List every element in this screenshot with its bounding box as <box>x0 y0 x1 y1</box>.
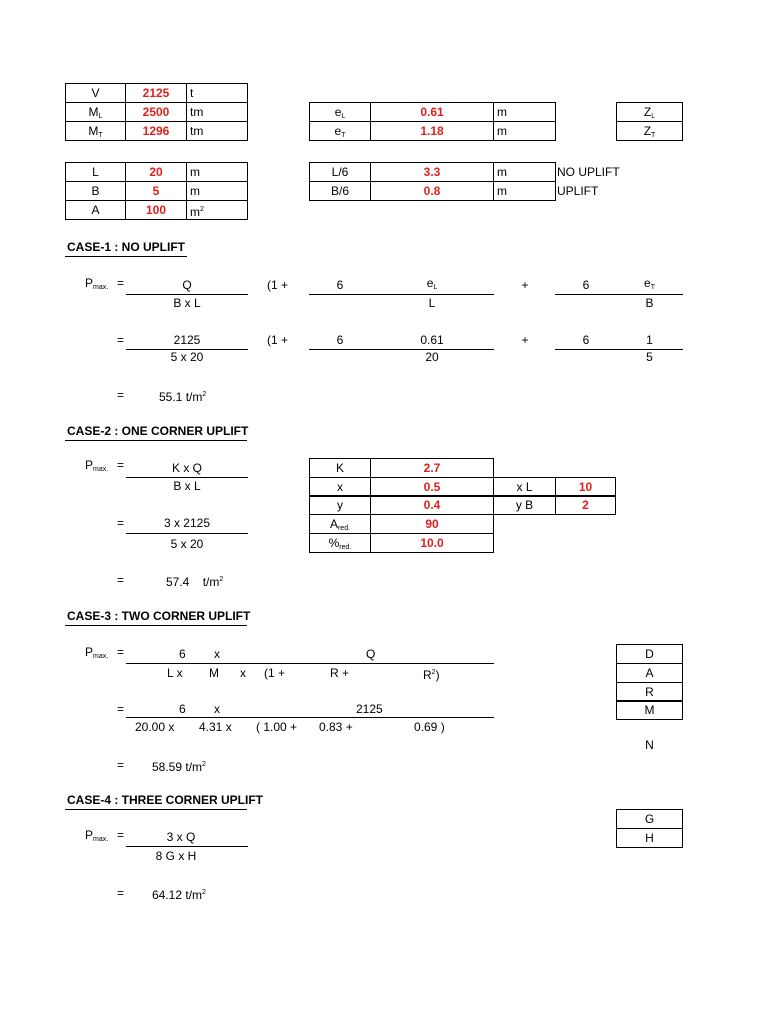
kern-value[interactable]: 0.8 <box>370 181 494 201</box>
factor-value[interactable]: 2.7 <box>370 458 494 478</box>
case-2-result: 57.4 $t/m^2$ <box>166 575 224 589</box>
denominator-term: 20.00 x <box>135 720 175 734</box>
factor-label: y <box>309 495 371 515</box>
equals-sign: = <box>117 333 125 347</box>
factor-value[interactable]: 10.0 <box>370 533 494 553</box>
paren-open: (1 + <box>267 333 289 347</box>
ecc-unit: m <box>493 102 556 122</box>
p-max-label: $P_{max.}$ <box>85 828 109 843</box>
factor-label: x <box>309 477 371 497</box>
param-cell-h: H <box>616 828 683 848</box>
load-value[interactable]: 1296 <box>125 121 187 141</box>
fraction-bar <box>126 846 248 847</box>
plus-sign: + <box>521 333 529 347</box>
equals-sign: = <box>117 516 125 530</box>
numerator: Q <box>182 278 192 292</box>
fraction-bar <box>126 477 248 478</box>
factor-label: K <box>309 458 371 478</box>
coef-six: 6 <box>582 333 590 347</box>
factor-value[interactable]: 0.4 <box>370 495 494 515</box>
side-value[interactable]: 10 <box>555 477 616 497</box>
z-label: $Z_T$ <box>616 121 683 141</box>
numerator: 2125 <box>173 333 201 347</box>
kern-unit: m <box>493 181 556 201</box>
dim-value[interactable]: 20 <box>125 162 187 182</box>
case-3-result: 58.59 $t/m^2$ <box>152 760 206 774</box>
ecc-label: $e_L$ <box>309 102 371 122</box>
heading-underline <box>65 256 187 257</box>
plus-sign: + <box>521 278 529 292</box>
dim-unit: $m^2$ <box>186 200 248 220</box>
heading-underline <box>65 440 247 441</box>
p-max-label: $P_{max.}$ <box>85 458 109 473</box>
numerator-q: 2125 <box>356 702 383 716</box>
numerator: 0.61 <box>420 333 444 347</box>
denominator: B <box>645 296 654 310</box>
load-value[interactable]: 2500 <box>125 102 187 122</box>
denominator: L <box>428 296 436 310</box>
coef-six: 6 <box>336 333 344 347</box>
denominator-m: M <box>209 666 219 680</box>
denominator: 5 x 20 <box>170 350 204 364</box>
ecc-label: $e_T$ <box>309 121 371 141</box>
uplift-note: UPLIFT <box>557 184 599 198</box>
equals-sign: = <box>117 886 125 900</box>
coef-six: 6 <box>582 278 590 292</box>
kern-label: B/6 <box>309 181 371 201</box>
param-cell-a: A <box>616 663 683 683</box>
heading-underline <box>65 809 247 810</box>
ecc-unit: m <box>493 121 556 141</box>
param-cell-r: R <box>616 682 683 702</box>
case-3-heading: CASE-3 : TWO CORNER UPLIFT <box>67 609 251 623</box>
load-label: $M_T$ <box>65 121 126 141</box>
kern-unit: m <box>493 162 556 182</box>
denominator-term: 0.69 ) <box>414 720 445 734</box>
dim-label: L <box>65 162 126 182</box>
kern-value[interactable]: 3.3 <box>370 162 494 182</box>
dim-label: B <box>65 181 126 201</box>
denominator-l: L x <box>167 666 183 680</box>
load-label: V <box>65 83 126 103</box>
dim-unit: m <box>186 162 248 182</box>
numerator-six: 6 <box>179 647 186 661</box>
paren-open: (1 + <box>264 666 286 680</box>
dim-value[interactable]: 100 <box>125 200 187 220</box>
ecc-value[interactable]: 1.18 <box>370 121 494 141</box>
load-unit: t <box>186 83 248 103</box>
denominator-r: R + <box>330 666 350 680</box>
load-unit: tm <box>186 121 248 141</box>
numerator-six: 6 <box>179 702 186 716</box>
case-4-heading: CASE-4 : THREE CORNER UPLIFT <box>67 793 264 807</box>
load-unit: tm <box>186 102 248 122</box>
fraction-bar <box>126 663 494 664</box>
side-label: x L <box>493 477 556 497</box>
times-sign: x <box>240 666 246 680</box>
denominator-term: ( 1.00 + <box>256 720 298 734</box>
case-2-heading: CASE-2 : ONE CORNER UPLIFT <box>67 424 249 438</box>
p-max-label: $P_{max.}$ <box>85 645 109 660</box>
p-max-label: $P_{max.}$ <box>85 276 109 291</box>
case-4-result: 64.12 $t/m^2$ <box>152 888 206 902</box>
numerator: $e_L$ <box>426 276 438 291</box>
numerator: 3 x Q <box>166 830 196 844</box>
ecc-value[interactable]: 0.61 <box>370 102 494 122</box>
case-1-result: 55.1 $t/m^2$ <box>159 390 207 404</box>
denominator: 5 <box>646 350 653 364</box>
heading-underline <box>65 625 247 626</box>
denominator: 8 G x H <box>155 849 197 863</box>
dim-label: A <box>65 200 126 220</box>
denominator-term: 0.83 + <box>319 720 353 734</box>
load-value[interactable]: 2125 <box>125 83 187 103</box>
factor-value[interactable]: 90 <box>370 514 494 534</box>
case-1-heading: CASE-1 : NO UPLIFT <box>67 240 186 254</box>
equals-sign: = <box>117 388 125 402</box>
param-cell-g: G <box>616 809 683 829</box>
times-sign: x <box>214 647 220 661</box>
param-cell-m: M <box>616 700 683 720</box>
denominator: B x L <box>173 296 201 310</box>
denominator: 5 x 20 <box>170 537 204 551</box>
numerator-q: Q <box>366 647 376 661</box>
denominator-r2: $R^2$) <box>423 668 440 682</box>
denominator: B x L <box>173 479 201 493</box>
param-cell-d: D <box>616 644 683 664</box>
times-sign: x <box>214 702 220 716</box>
side-label: y B <box>493 495 556 515</box>
dim-unit: m <box>186 181 248 201</box>
fraction-bar <box>126 294 248 295</box>
uplift-note: NO UPLIFT <box>557 165 620 179</box>
fraction-bar <box>126 533 248 534</box>
denominator: 20 <box>425 350 439 364</box>
load-label: $M_L$ <box>65 102 126 122</box>
equals-sign: = <box>117 828 125 842</box>
coef-six: 6 <box>336 278 344 292</box>
numerator: $e_T$ <box>644 276 655 291</box>
factor-label: $A_{red.}$ <box>309 514 371 534</box>
equals-sign: = <box>117 573 125 587</box>
denominator-term: 4.31 x <box>199 720 232 734</box>
fraction-bar <box>126 717 494 718</box>
param-n-label: N <box>645 738 654 752</box>
z-label: $Z_L$ <box>616 102 683 122</box>
kern-label: L/6 <box>309 162 371 182</box>
equals-sign: = <box>117 702 125 716</box>
equals-sign: = <box>117 758 125 772</box>
numerator: K x Q <box>171 461 202 475</box>
equals-sign: = <box>117 458 125 472</box>
numerator: 3 x 2125 <box>163 516 211 530</box>
dim-value[interactable]: 5 <box>125 181 187 201</box>
numerator: 1 <box>646 333 653 347</box>
equals-sign: = <box>117 645 125 659</box>
factor-value[interactable]: 0.5 <box>370 477 494 497</box>
side-value[interactable]: 2 <box>555 495 616 515</box>
equals-sign: = <box>117 276 125 290</box>
paren-open: (1 + <box>267 278 289 292</box>
factor-label: $\%_{red.}$ <box>309 533 371 553</box>
